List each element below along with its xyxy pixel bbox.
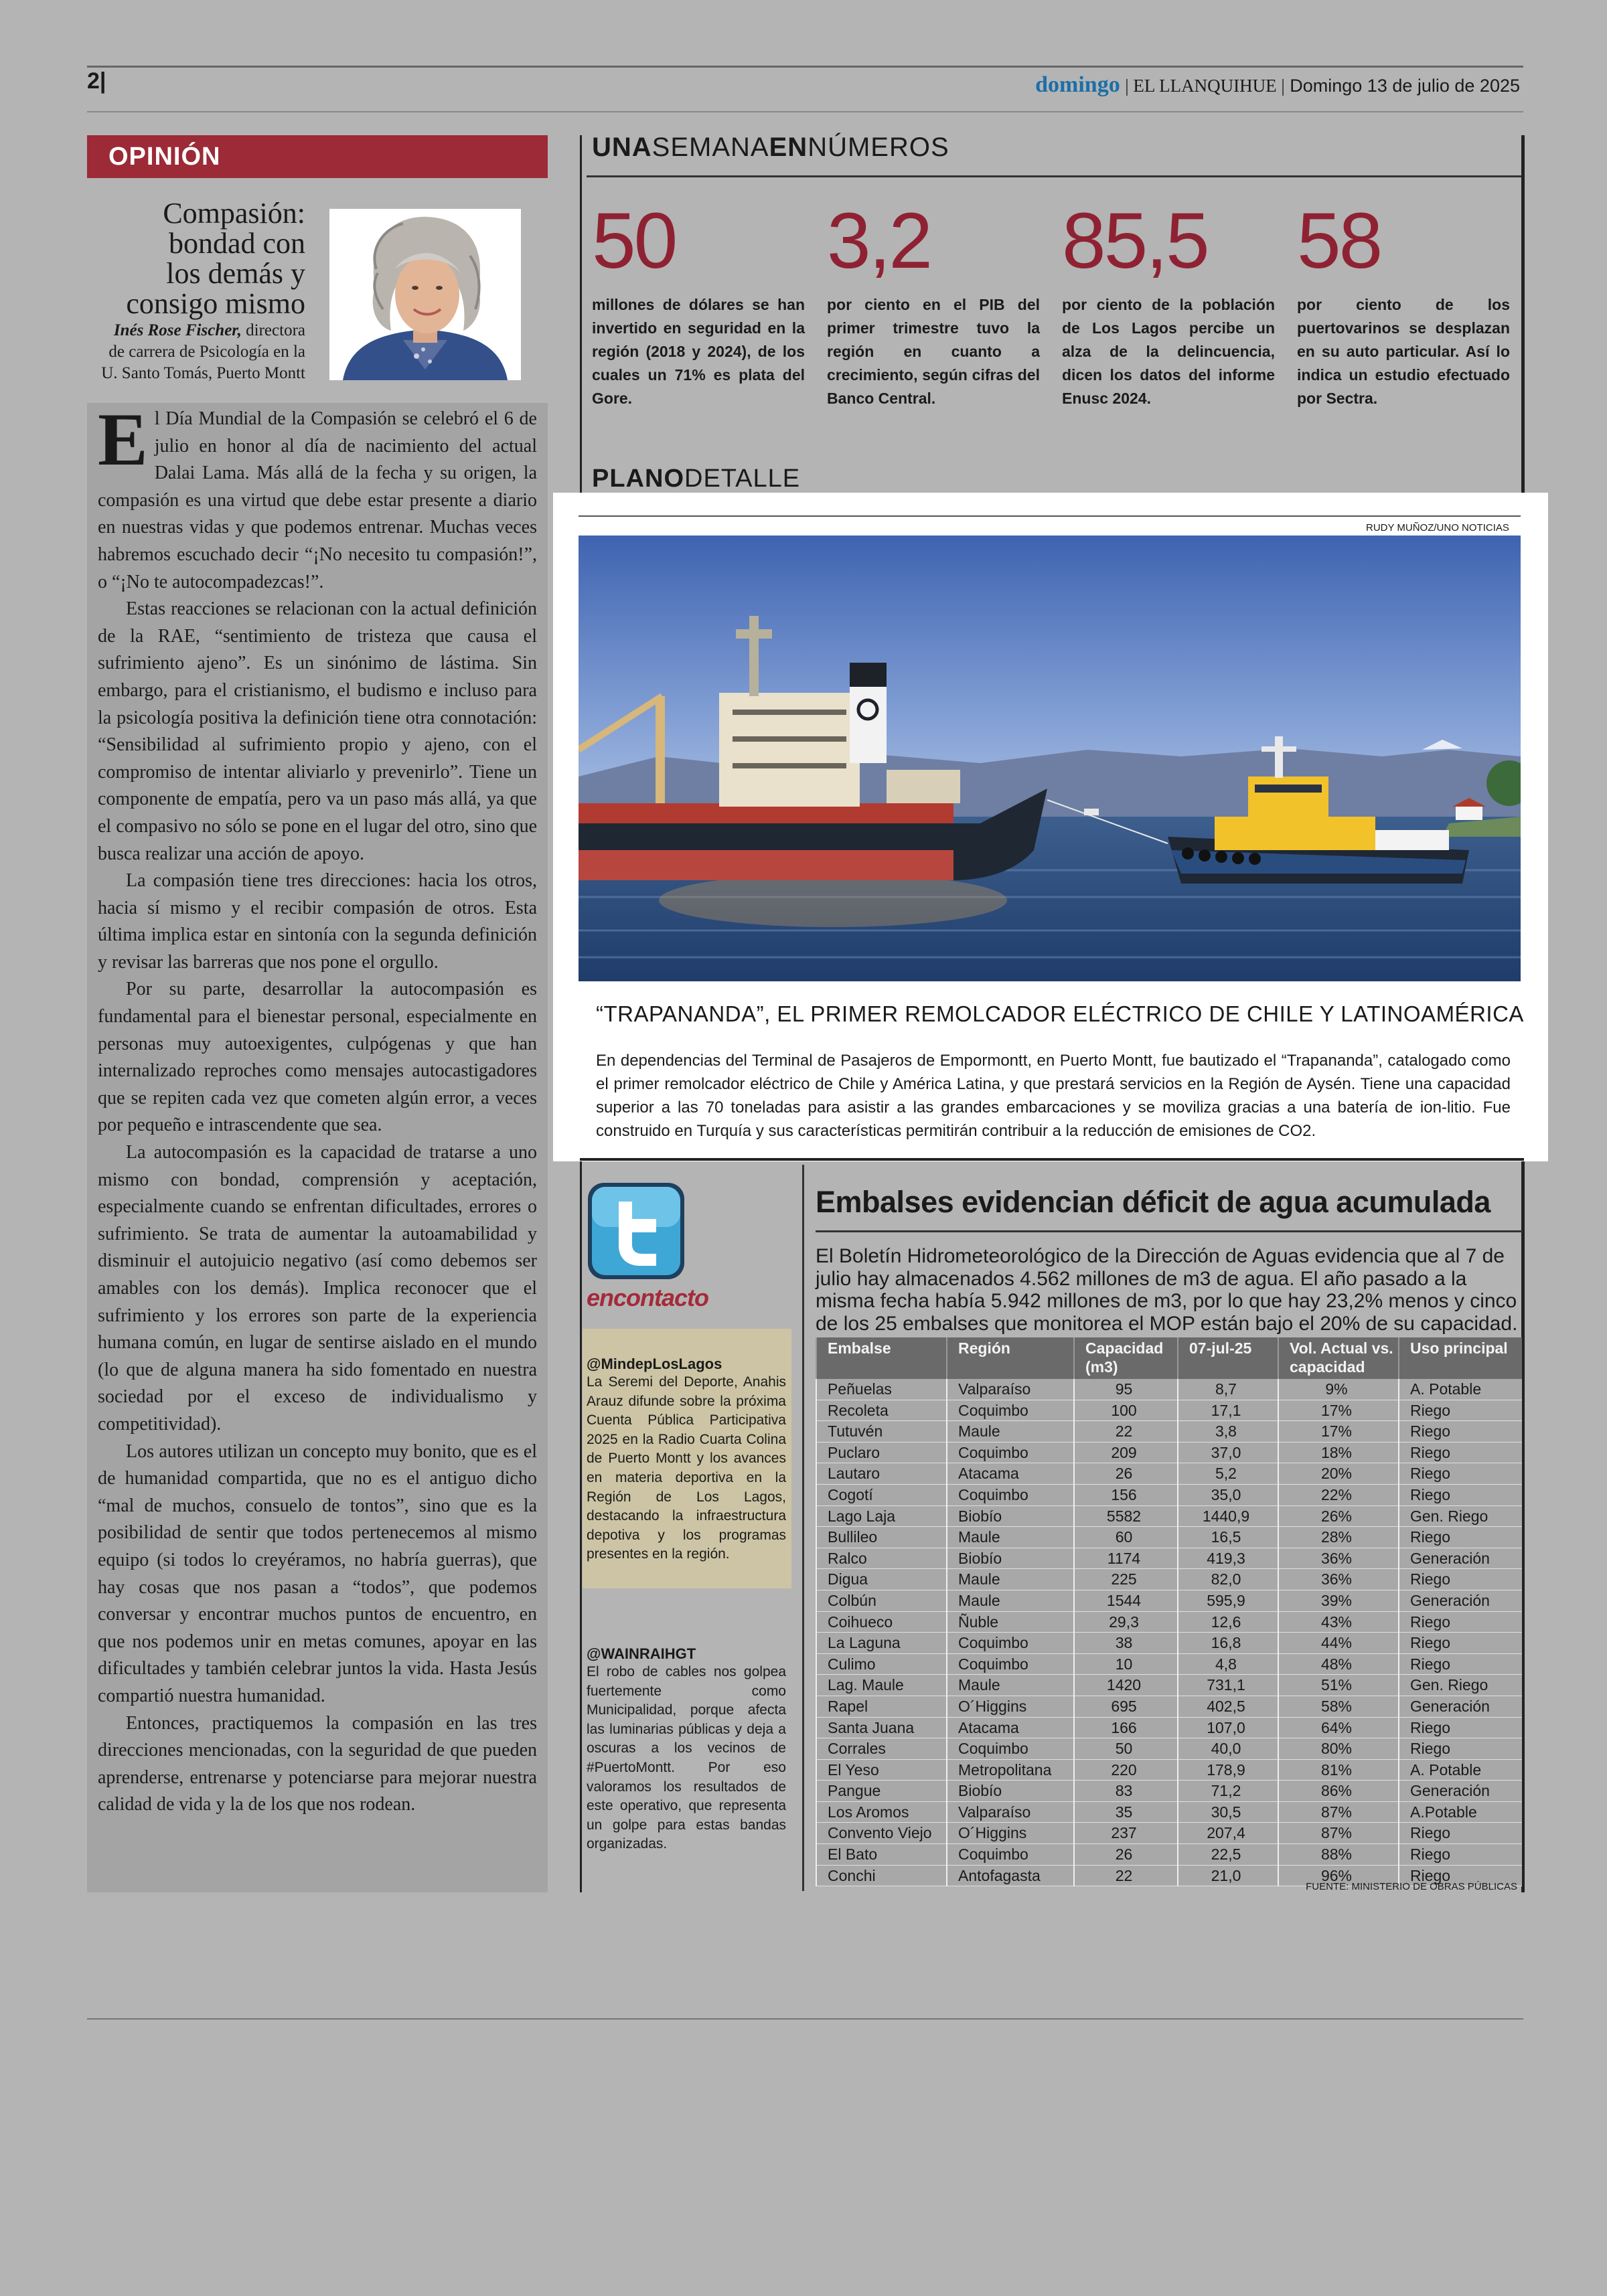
table-cell: 209 [1074,1442,1178,1463]
table-cell: Antofagasta [947,1865,1074,1886]
table-cell: 17,1 [1178,1400,1278,1421]
table-cell: 38 [1074,1633,1178,1654]
table-cell: Coquimbo [947,1653,1074,1675]
table-cell: Coquimbo [947,1738,1074,1760]
column-title-line: Compasión: [163,197,305,230]
heading-part: NÚMEROS [808,133,949,162]
table-cell: 695 [1074,1696,1178,1717]
table-cell: 83 [1074,1781,1178,1802]
table-cell: Ñuble [947,1611,1074,1633]
brand-logo: domingo [1035,72,1120,97]
column-header: 07-jul-25 [1178,1337,1278,1379]
tweet [587,1645,786,1854]
table-cell: Convento Viejo [816,1823,947,1844]
table-cell: 178,9 [1178,1759,1278,1781]
tweet-handle: @WAINRAIHGT [587,1645,696,1662]
table-cell: 8,7 [1178,1379,1278,1400]
section-mid-rule [580,1158,1524,1161]
article-paragraph: Entonces, practiquemos la compasión en las tres direcciones mencionadas, con la seguridad de que pueden aprenderse, entrenarse y potenciarse para mejorar nuestra calidad de vida y la de los que nos rodean. [98,1712,537,1815]
table-cell: 88% [1278,1844,1399,1866]
table-cell: Riego [1399,1527,1522,1548]
table-cell: Riego [1399,1844,1522,1866]
table-row [816,1844,1522,1866]
table-cell: 51% [1278,1675,1399,1696]
column-title-line: consigo mismo [126,287,305,320]
drop-cap: E [98,398,148,481]
stat-description: por ciento en el PIB del primer trimestre tuvo la región en cuanto a crecimiento, según cifras del Banco Central. [827,296,1040,407]
stat-number: 50 [592,197,676,285]
table-cell: 18% [1278,1442,1399,1463]
table-cell: 64% [1278,1717,1399,1738]
week-heading-rule [587,175,1521,177]
table-cell: 207,4 [1178,1823,1278,1844]
table-cell: 22% [1278,1484,1399,1505]
table-cell: Atacama [947,1717,1074,1738]
reservoir-table [816,1337,1522,1886]
table-cell: Generación [1399,1590,1522,1611]
column-title-line: bondad con [168,227,305,260]
table-cell: Colbún [816,1590,947,1611]
table-cell: 20% [1278,1463,1399,1485]
table-cell: Santa Juana [816,1717,947,1738]
column-header: Embalse [816,1337,947,1379]
table-cell: 107,0 [1178,1717,1278,1738]
header-top-rule [87,66,1523,68]
table-cell: Maule [947,1590,1074,1611]
table-row [816,1505,1522,1527]
table-cell: 43% [1278,1611,1399,1633]
table-cell: 100 [1074,1400,1178,1421]
column-header: Vol. Actual vs. capacidad [1278,1337,1399,1379]
table-cell: 48% [1278,1653,1399,1675]
table-cell: 1544 [1074,1590,1178,1611]
table-row [816,1569,1522,1590]
table-cell: Maule [947,1527,1074,1548]
table-cell: Riego [1399,1717,1522,1738]
stat-block [592,197,805,410]
table-cell: 28% [1278,1527,1399,1548]
table-cell: 39% [1278,1590,1399,1611]
table-row [816,1759,1522,1781]
reservoir-table-body [816,1379,1522,1886]
twitter-bird-icon [587,1181,686,1281]
tweet [587,1356,786,1564]
table-row [816,1633,1522,1654]
table-cell: Los Aromos [816,1801,947,1823]
table-cell: Puclaro [816,1442,947,1463]
table-cell: 26 [1074,1463,1178,1485]
stat-block [1062,197,1275,410]
table-row [816,1717,1522,1738]
author-role: directora [241,321,305,339]
issue-date: Domingo 13 de julio de 2025 [1290,76,1520,96]
table-cell: 3,8 [1178,1421,1278,1443]
article-paragraph [98,398,537,596]
table-cell: Conchi [816,1865,947,1886]
plano-top-rule [579,515,1521,517]
table-cell: 30,5 [1178,1801,1278,1823]
table-cell: Riego [1399,1611,1522,1633]
column-divider [802,1165,804,1891]
table-cell: 44% [1278,1633,1399,1654]
table-cell: Generación [1399,1781,1522,1802]
table-cell: Bullileo [816,1527,947,1548]
table-cell: 60 [1074,1527,1178,1548]
table-cell: Riego [1399,1442,1522,1463]
table-row [816,1463,1522,1485]
table-cell: 17% [1278,1400,1399,1421]
table-cell: Peñuelas [816,1379,947,1400]
table-cell: 220 [1074,1759,1178,1781]
reservoir-title-rule [816,1230,1523,1232]
table-cell: Coquimbo [947,1400,1074,1421]
stat-number: 3,2 [827,197,931,285]
table-cell: 96% [1278,1865,1399,1886]
table-row [816,1421,1522,1443]
table-cell: Gen. Riego [1399,1505,1522,1527]
table-cell: 5582 [1074,1505,1178,1527]
author-role: U. Santo Tomás, Puerto Montt [101,364,305,382]
week-numbers-heading [592,133,949,163]
table-row [816,1653,1522,1675]
stat-description: por ciento de los puertovarinos se desplazan en su auto particular. Así lo indica un estudio efectuado por Sectra. [1297,296,1510,407]
author-credit [94,320,305,384]
table-cell: El Bato [816,1844,947,1866]
column-header: Capacidad (m3) [1074,1337,1178,1379]
table-cell: O´Higgins [947,1823,1074,1844]
stat-description: millones de dólares se han invertido en seguridad en la región (2018 y 2024), de los cuales un 71% es plata del Gore. [592,296,805,407]
table-row [816,1548,1522,1569]
table-cell: Recoleta [816,1400,947,1421]
table-cell: 5,2 [1178,1463,1278,1485]
table-row [816,1696,1522,1717]
table-cell: A. Potable [1399,1379,1522,1400]
table-cell: Pangue [816,1781,947,1802]
table-cell: 12,6 [1178,1611,1278,1633]
article-paragraph: La compasión tiene tres direcciones: hacia los otros, hacia sí mismo y el recibir compasión de otros. Esta última implica estar en sintonía con la segunda definición y revisar las barreras que nos pone el orgullo. [98,870,537,973]
table-cell: Culimo [816,1653,947,1675]
table-cell: Metropolitana [947,1759,1074,1781]
plano-detalle-heading [592,465,800,493]
table-cell: A.Potable [1399,1801,1522,1823]
table-cell: O´Higgins [947,1696,1074,1717]
table-cell: 1420 [1074,1675,1178,1696]
heading-part: PLANO [592,465,684,493]
table-cell: Corrales [816,1738,947,1760]
table-cell: Coquimbo [947,1442,1074,1463]
table-row [816,1590,1522,1611]
table-cell: Digua [816,1569,947,1590]
table-cell: 595,9 [1178,1590,1278,1611]
table-cell: 237 [1074,1823,1178,1844]
table-cell: 21,0 [1178,1865,1278,1886]
table-cell: Valparaíso [947,1379,1074,1400]
table-cell: Maule [947,1675,1074,1696]
table-cell: 17% [1278,1421,1399,1443]
table-cell: Valparaíso [947,1801,1074,1823]
table-cell: 22,5 [1178,1844,1278,1866]
table-cell: Lautaro [816,1463,947,1485]
contact-section-label: encontacto [587,1284,709,1311]
article-paragraph: Los autores utilizan un concepto muy bonito, que es el de humanidad compartida, que no es el antiguo dicho “mal de muchos, consuelo de tontos”, sino que es la posibilidad de sentir que todos pertenecemos al mismo equipo (si todos lo creyéramos, no habría guerras), que hay cosas que nos pasan a “todos”, que podemos conversar y encontrar muchos puntos de encuentro, en que nos podemos unir en metas comunes, apoyar en las dificultades y también celebrar juntos la vida. Hasta Jesús compartió nuestra humanidad. [98,1441,537,1706]
source-note: FUENTE: MINISTERIO DE OBRAS PÚBLICAS [1306,1881,1517,1892]
photo-caption-text: En dependencias del Terminal de Pasajeros de Empormontt, en Puerto Montt, fue bautizado el “Trapananda”, catalogado como el primer remolcador eléctrico de Chile y América Latina, y que prestará servicios en la Región de Aysén. Tiene una capacidad superior a las 70 toneladas para asistir a las grandes embarcaciones y se moviliza gracias a una batería de ion-litio. Fue construido en Turquía y sus características permitirán contribuir a la reducción de emisiones de CO2. [596,1052,1511,1140]
column-header: Región [947,1337,1074,1379]
table-cell: 9% [1278,1379,1399,1400]
table-cell: Biobío [947,1548,1074,1569]
table-cell: Tutuvén [816,1421,947,1443]
table-cell: Riego [1399,1738,1522,1760]
table-cell: A. Potable [1399,1759,1522,1781]
photo-caption-title: “TRAPANANDA”, EL PRIMER REMOLCADOR ELÉCTRICO DE CHILE Y LATINOAMÉRICA [596,1001,1524,1026]
header-bottom-rule [87,111,1523,112]
heading-part: UNA [592,133,652,162]
reservoir-article-title: Embalses evidencian déficit de agua acumulada [816,1185,1490,1219]
table-cell: Coquimbo [947,1844,1074,1866]
stat-block [1297,197,1510,410]
table-cell: 35,0 [1178,1484,1278,1505]
table-cell: Riego [1399,1421,1522,1443]
table-cell: Biobío [947,1505,1074,1527]
table-row [816,1801,1522,1823]
table-cell: 10 [1074,1653,1178,1675]
table-cell: Lago Laja [816,1505,947,1527]
reservoir-intro: El Boletín Hidrometeorológico de la Dirección de Aguas evidencia que al 7 de julio hay almacenados 4.562 millones de m3 de agua. El año pasado a la misma fecha había 5.942 millones de m3, por lo que hay 23,2% menos y cinco de los 25 embalses que monitorea el MOP están bajo el 20% de su capacidad. [816,1245,1518,1335]
table-row [816,1781,1522,1802]
table-cell: 80% [1278,1738,1399,1760]
table-header-row [816,1337,1522,1379]
table-cell: Biobío [947,1781,1074,1802]
stat-number: 58 [1297,197,1381,285]
table-cell: Coihueco [816,1611,947,1633]
table-cell: El Yeso [816,1759,947,1781]
stat-block [827,197,1040,410]
table-row [816,1823,1522,1844]
article-paragraph: Estas reacciones se relacionan con la actual definición de la RAE, “sentimiento de tristeza que causa el sufrimiento ajeno”. Es un sinónimo de lástima. Sin embargo, para el cristianismo, el budismo e incluso para la psicología positiva la definición tiene otra connotación: “Sensibilidad al sufrimiento propio y ajeno, con el compromiso de intentar aliviarlo y prevenirlo”. Tiene un componente de empatía, pero va un paso más allá, ya que el compasivo no sólo se pone en el lugar del otro, sino que busca realizar una acción de apoyo. [98,598,537,864]
table-cell: Riego [1399,1484,1522,1505]
tweet-text: El robo de cables nos golpea fuertemente como Municipalidad, porque afecta las luminarias públicas y deja a oscuras a los vecinos de #PuertoMontt. Por eso valoramos los resultados de este operativo, que representa un golpe para estas bandas organizadas. [587,1664,786,1852]
table-cell: 58% [1278,1696,1399,1717]
table-cell: Riego [1399,1653,1522,1675]
table-cell: 225 [1074,1569,1178,1590]
stat-number: 85,5 [1062,197,1208,285]
stat-description: por ciento de la población de Los Lagos percibe un alza de la delincuencia, dicen los datos del informe Enusc 2024. [1062,296,1275,407]
table-cell: Lag. Maule [816,1675,947,1696]
masthead [1035,72,1520,98]
table-cell: 4,8 [1178,1653,1278,1675]
table-row [816,1675,1522,1696]
table-cell: 402,5 [1178,1696,1278,1717]
table-cell: Riego [1399,1823,1522,1844]
table-cell: 81% [1278,1759,1399,1781]
table-cell: Riego [1399,1569,1522,1590]
opinion-article-body [98,398,537,1819]
table-cell: 50 [1074,1738,1178,1760]
table-cell: 37,0 [1178,1442,1278,1463]
table-cell: 35 [1074,1801,1178,1823]
column-header: Uso principal [1399,1337,1522,1379]
table-cell: 22 [1074,1865,1178,1886]
table-cell: 1440,9 [1178,1505,1278,1527]
page-bottom-rule [87,2018,1523,2020]
column-title [94,198,305,319]
table-cell: 86% [1278,1781,1399,1802]
table-cell: 87% [1278,1823,1399,1844]
table-cell: Coquimbo [947,1484,1074,1505]
table-cell: 16,5 [1178,1527,1278,1548]
table-cell: 36% [1278,1548,1399,1569]
table-cell: 26 [1074,1844,1178,1866]
table-cell: Maule [947,1569,1074,1590]
table-cell: 22 [1074,1421,1178,1443]
table-cell: 731,1 [1178,1675,1278,1696]
table-cell: 16,8 [1178,1633,1278,1654]
page-number: 2| [87,68,106,94]
table-cell: 40,0 [1178,1738,1278,1760]
table-cell: Coquimbo [947,1633,1074,1654]
table-cell: Ralco [816,1548,947,1569]
table-row [816,1484,1522,1505]
table-row [816,1527,1522,1548]
tweet-text: La Seremi del Deporte, Anahis Arauz difunde sobre la próxima Cuenta Pública Participativa 2025 en la Radio Cuarta Colina de Puerto Montt y los avances en materia deportiva en la Región de Los Lagos, destacando la infraestructura depotiva y los programas presentes en la región. [587,1374,786,1562]
table-row [816,1400,1522,1421]
table-cell: Cogotí [816,1484,947,1505]
table-cell: 95 [1074,1379,1178,1400]
table-cell: Generación [1399,1548,1522,1569]
photo-credit: RUDY MUÑOZ/UNO NOTICIAS [1366,522,1509,534]
table-cell: 26% [1278,1505,1399,1527]
table-cell: Atacama [947,1463,1074,1485]
author-role: de carrera de Psicología en la [108,343,305,361]
ship-photo [579,536,1521,981]
opinion-section-banner: OPINIÓN [87,135,548,178]
article-paragraph: Por su parte, desarrollar la autocompasión es fundamental para el bienestar personal, especialmente en personas muy autoexigentes, culpógenas y que han internalizado reproches como mensajes autocastigadores que se repiten cada vez que cometen algún error, a veces por pequeño e intrascendente que sea. [98,979,537,1136]
heading-part: SEMANA [652,133,769,162]
newspaper-name: | EL LLANQUIHUE | [1125,76,1285,96]
tweet-handle: @MindepLosLagos [587,1356,722,1372]
table-cell: Gen. Riego [1399,1675,1522,1696]
table-cell: 71,2 [1178,1781,1278,1802]
table-cell: Rapel [816,1696,947,1717]
table-row [816,1442,1522,1463]
table-cell: 82,0 [1178,1569,1278,1590]
table-cell: 156 [1074,1484,1178,1505]
table-cell: Riego [1399,1633,1522,1654]
table-cell: 36% [1278,1569,1399,1590]
table-row [816,1611,1522,1633]
heading-part: DETALLE [684,465,801,493]
table-cell: 87% [1278,1801,1399,1823]
article-paragraph: La autocompasión es la capacidad de tratarse a uno mismo con bondad, comprensión y aceptación, especialmente cuando se enfrentan dificultades, errores o sufrimiento. Se trata de aumentar la autoamabilidad y disminuir el autojuicio negativo (así como debemos ser amables con los demás). Implica reconocer que el sufrimiento y los errores son parte de la experiencia humana común, en lugar de sentirse aislado en el mundo (lo que de alguna manera ha sido fomentado en nuestra sociedad por el exceso de individualismo y competitividad). [98,1142,537,1434]
table-cell: Riego [1399,1400,1522,1421]
column-title-line: los demás y [166,257,305,290]
table-cell: La Laguna [816,1633,947,1654]
table-cell: 166 [1074,1717,1178,1738]
table-cell: Riego [1399,1463,1522,1485]
table-row [816,1738,1522,1760]
author-photo [329,209,521,380]
table-cell: 419,3 [1178,1548,1278,1569]
table-cell: 29,3 [1074,1611,1178,1633]
author-name: Inés Rose Fischer, [113,321,242,339]
table-row [816,1379,1522,1400]
table-cell: Riego [1399,1865,1522,1886]
table-cell: Maule [947,1421,1074,1443]
heading-part: EN [769,133,808,162]
paragraph-text: l Día Mundial de la Compasión se celebró el 6 de julio en honor al día de nacimiento del actual Dalai Lama. Más allá de la fecha y su origen, la compasión es una virtud que debe estar presente a diario en nuestras vidas y que podemos entrenar. Muchas veces habremos escuchado decir “¡No necesito tu compasión!”, o “¡No te autocompadezcas!”. [98,408,537,592]
table-cell: 1174 [1074,1548,1178,1569]
table-cell: Generación [1399,1696,1522,1717]
